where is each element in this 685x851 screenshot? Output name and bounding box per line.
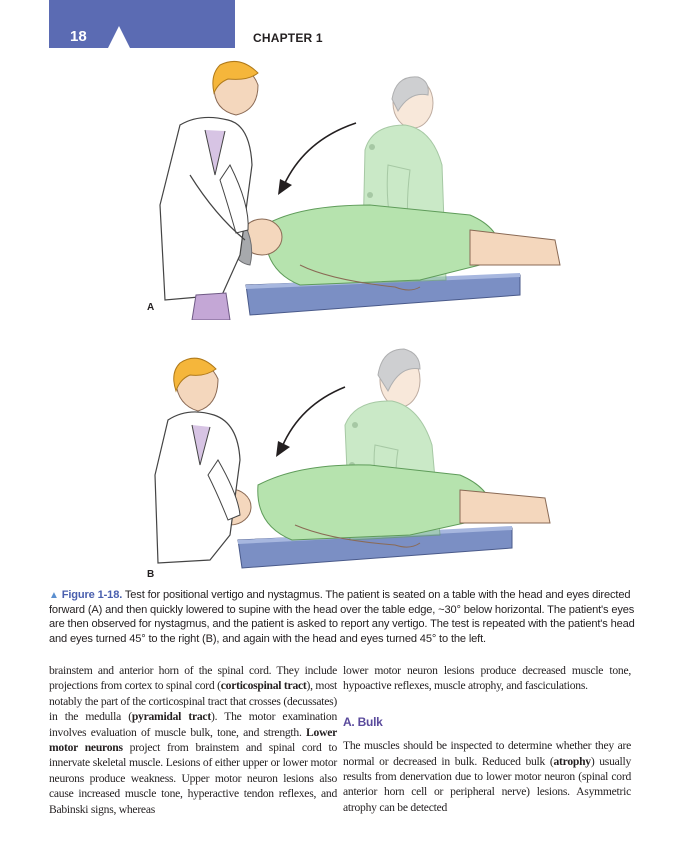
term-pyramidal-tract: pyramidal tract [131, 710, 211, 724]
panel-label-a: A [147, 302, 155, 313]
body-column-right [343, 663, 631, 815]
term-lower-motor-neurons: Lower motor neurons [49, 725, 337, 755]
figure-panel-a [0, 55, 685, 320]
caption-label: Figure 1-18. [61, 589, 123, 601]
panel-label-b: B [147, 569, 155, 580]
caption-text: Test for positional vertigo and nystagmus. The patient is seated on a table with the head and eyes directed forward (A) and then quickly lowered to supine with the head over the table edge, ~30° below horizontal. The patient's eyes are then observed for nystagmus, and the patient is asked to report any vertigo. The test is repeated with the patient's head and eyes turned 45° to the right (B), and again with the head and eyes turned 45° to the left. [49, 589, 635, 645]
paragraph: brainstem and anterior horn of the spinal cord. They include projections from cortex to spinal cord (corticospinal tract), most notably the part of the corticospinal tract that crosses (decussates) in the medulla (pyramidal tract). The motor examination involves evaluation of muscle bulk, tone, and strength. Lower motor neurons project from brainstem and spinal cord to innervate skeletal muscle. Lesions of either upper or lower motor neurons produce weakness. Upper motor neuron lesions also cause increased muscle tone, hyperactive tendon reflexes, and Babinski signs, whereas [49, 664, 337, 816]
figure-panel-b [0, 335, 685, 580]
header-notch [108, 26, 130, 48]
caption-triangle-icon: ▲ [49, 590, 59, 601]
paragraph: lower motor neuron lesions produce decreased muscle tone, hypoactive reflexes, muscle atrophy, and fasciculations. [343, 664, 631, 693]
section-heading-bulk: A. Bulk [343, 714, 383, 729]
term-corticospinal-tract: corticospinal tract [220, 679, 307, 693]
paragraph: The muscles should be inspected to determine whether they are normal or decreased in bulk. Reduced bulk (atrophy) usually results from denervation due to lower motor neuron (spinal cord anterior horn cell or peripheral nerve) lesions. Asymmetric atrophy can be detected [343, 739, 631, 814]
term-atrophy: atrophy [553, 754, 591, 768]
figure-caption [49, 588, 649, 646]
illustration-head-turned [0, 335, 685, 580]
page-number: 18 [70, 28, 87, 45]
chapter-title: CHAPTER 1 [253, 31, 323, 45]
illustration-seated-to-supine [0, 55, 685, 320]
body-column-left [49, 663, 337, 817]
